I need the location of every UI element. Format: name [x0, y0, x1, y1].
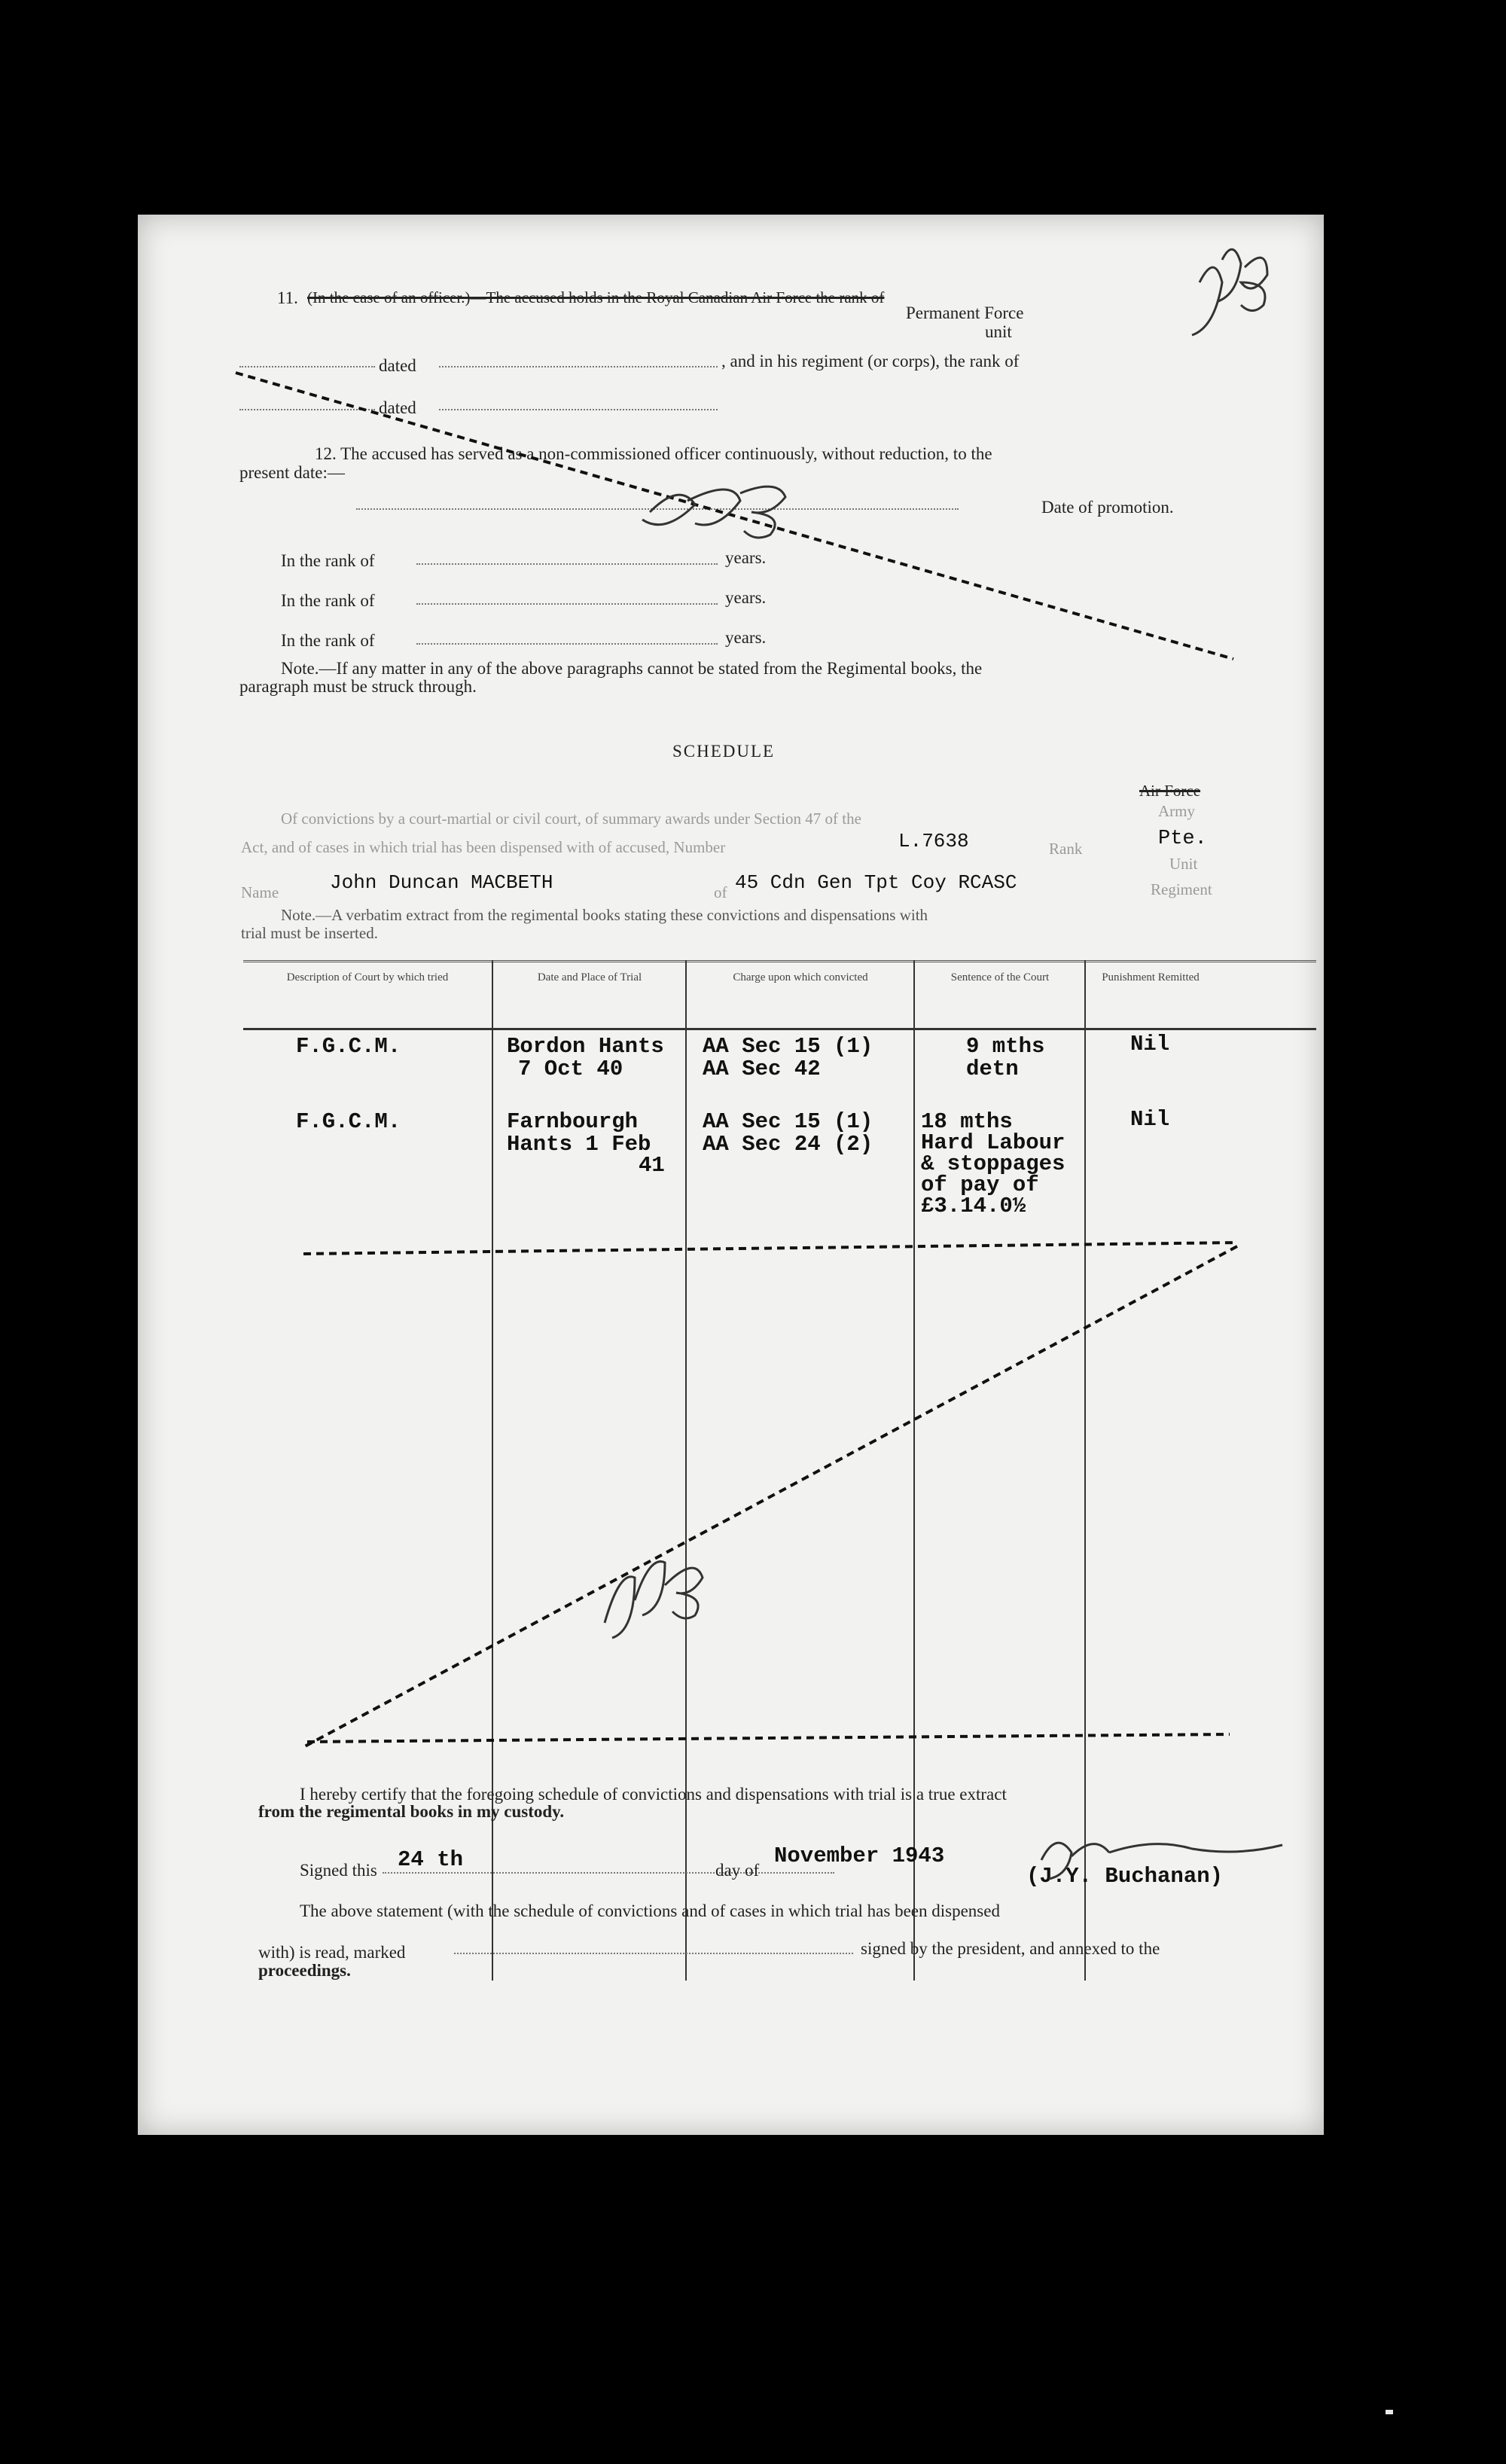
- schedule-line2: Act, and of cases in which trial has been dispensed with of accused, Number: [241, 838, 726, 856]
- name-label: Name: [241, 883, 279, 901]
- item11-dots-1: [239, 352, 375, 367]
- service-number: L.7638: [898, 830, 969, 852]
- row2-charge-line2: AA Sec 24 (2): [703, 1132, 873, 1157]
- promotion-dots: [356, 495, 959, 510]
- header-remitted: Punishment Remitted: [1102, 971, 1200, 983]
- item11-struck-text: (In the case of an officer.)—The accused holds in the Royal Canadian Air Force the rank of: [307, 288, 885, 306]
- statement-line1: The above statement (with the schedule of convictions and of cases in which trial has been dispensed: [300, 1901, 1000, 1920]
- regiment-label: Regiment: [1151, 880, 1212, 898]
- row2-date-line1: Farnbourgh: [507, 1109, 639, 1134]
- rank-label-1: In the rank of: [281, 551, 375, 570]
- row2-sentence-line2: Hard Labour: [921, 1130, 1065, 1155]
- row2-charge-line1: AA Sec 15 (1): [703, 1109, 873, 1134]
- statement-marked-dots: [454, 1939, 853, 1954]
- row2-sentence-line1: 18 mths: [921, 1109, 1013, 1134]
- statement-line2b: signed by the president, and annexed to the: [861, 1939, 1160, 1958]
- date-of-promotion-label: Date of promotion.: [1041, 498, 1174, 517]
- table-col-line-3: [913, 960, 915, 1981]
- convictions-table: [243, 960, 1316, 1992]
- day-of-label: day of: [715, 1861, 760, 1880]
- years-label-1: years.: [725, 548, 767, 567]
- regiment-value: 45 Cdn Gen Tpt Coy RCASC: [735, 871, 1017, 894]
- row1-sentence-line2: detn: [966, 1057, 1019, 1081]
- certify-line2: from the regimental books in my custody.: [258, 1802, 565, 1821]
- rank-dots-3: [416, 630, 718, 645]
- name-value: John Duncan MACBETH: [330, 871, 553, 894]
- item11-number: 11.: [277, 288, 298, 307]
- years-label-3: years.: [725, 628, 767, 647]
- schedule-line1: Of convictions by a court-martial or civil court, of summary awards under Section 47 of the: [281, 810, 861, 828]
- row2-sentence-line5: £3.14.0½: [921, 1194, 1026, 1218]
- signed-this-label: Signed this: [300, 1861, 377, 1880]
- rank-dots-2: [416, 590, 718, 605]
- army-label: Army: [1158, 802, 1195, 820]
- item11-dots-2: [439, 352, 718, 367]
- month-year-value: November 1943: [774, 1843, 945, 1868]
- item11-regiment-text: , and in his regiment (or corps), the rank of: [721, 352, 1020, 371]
- rank-value: Pte.: [1158, 828, 1207, 850]
- schedule-note-line1: Note.—A verbatim extract from the regimental books stating these convictions and dispensations with: [281, 906, 928, 924]
- table-col-line-4: [1084, 960, 1086, 1981]
- signed-day-value: 24 th: [398, 1847, 464, 1872]
- schedule-heading: SCHEDULE: [672, 742, 776, 761]
- signer-name: (J.Y. Buchanan): [1026, 1864, 1224, 1889]
- rank-label: Rank: [1049, 840, 1083, 858]
- row2-remitted: Nil: [1130, 1107, 1170, 1132]
- row2-date-line2: Hants 1 Feb: [507, 1132, 651, 1157]
- rank-dots-1: [416, 550, 718, 565]
- schedule-note-line2: trial must be inserted.: [241, 924, 378, 942]
- row1-date-line1: Bordon Hants: [507, 1034, 664, 1059]
- table-header-rule: [243, 1028, 1316, 1030]
- item11-dated-2: dated: [379, 398, 416, 417]
- unit-label: unit: [985, 322, 1012, 341]
- header-sentence: Sentence of the Court: [950, 971, 1050, 983]
- years-label-2: years.: [725, 588, 767, 607]
- item12-line2: present date:—: [239, 463, 345, 482]
- rank-label-3: In the rank of: [281, 631, 375, 650]
- certify-line1: I hereby certify that the foregoing schedule of convictions and dispensations with trial is a true extract: [300, 1785, 1007, 1804]
- row2-sentence-line3: & stoppages: [921, 1151, 1065, 1176]
- header-date-place: Date and Place of Trial: [537, 971, 642, 983]
- row1-sentence-line1: 9 mths: [966, 1034, 1045, 1059]
- note-top-line1: Note.—If any matter in any of the above paragraphs cannot be stated from the Regimental books, the: [281, 659, 983, 678]
- row2-sentence-line4: of pay of: [921, 1173, 1039, 1197]
- table-col-line-1: [492, 960, 493, 1981]
- air-force-struck: Air Force: [1139, 782, 1201, 800]
- row2-court: F.G.C.M.: [296, 1109, 401, 1134]
- item11-dated-1: dated: [379, 356, 416, 375]
- document-page: [138, 215, 1324, 2135]
- header-charge: Charge upon which convicted: [733, 971, 868, 983]
- of-label: of: [714, 883, 727, 901]
- row1-charge-line1: AA Sec 15 (1): [703, 1034, 873, 1059]
- row1-charge-line2: AA Sec 42: [703, 1057, 821, 1081]
- note-top-line2: paragraph must be struck through.: [239, 677, 477, 696]
- permanent-force-label: Permanent Force: [906, 303, 1024, 322]
- statement-line2a: with) is read, marked: [258, 1943, 406, 1962]
- table-col-line-2: [685, 960, 687, 1981]
- item11-dots-3: [239, 395, 375, 410]
- unit-field-label: Unit: [1169, 855, 1198, 873]
- row1-remitted: Nil: [1130, 1032, 1170, 1057]
- rank-label-2: In the rank of: [281, 591, 375, 610]
- item12-line1: 12. The accused has served as a non-commissioned officer continuously, without reduction, to the: [315, 444, 992, 463]
- row2-date-line3: 41: [639, 1153, 665, 1178]
- header-court: Description of Court by which tried: [286, 971, 449, 983]
- table-top-rule: [243, 960, 1316, 962]
- row1-date-line2: 7 Oct 40: [518, 1057, 623, 1081]
- scan-speck: [1386, 2410, 1393, 2414]
- item11-dots-4: [439, 395, 718, 410]
- row1-court: F.G.C.M.: [296, 1034, 401, 1059]
- statement-line3: proceedings.: [258, 1961, 351, 1980]
- initials-top-icon: [1192, 249, 1267, 335]
